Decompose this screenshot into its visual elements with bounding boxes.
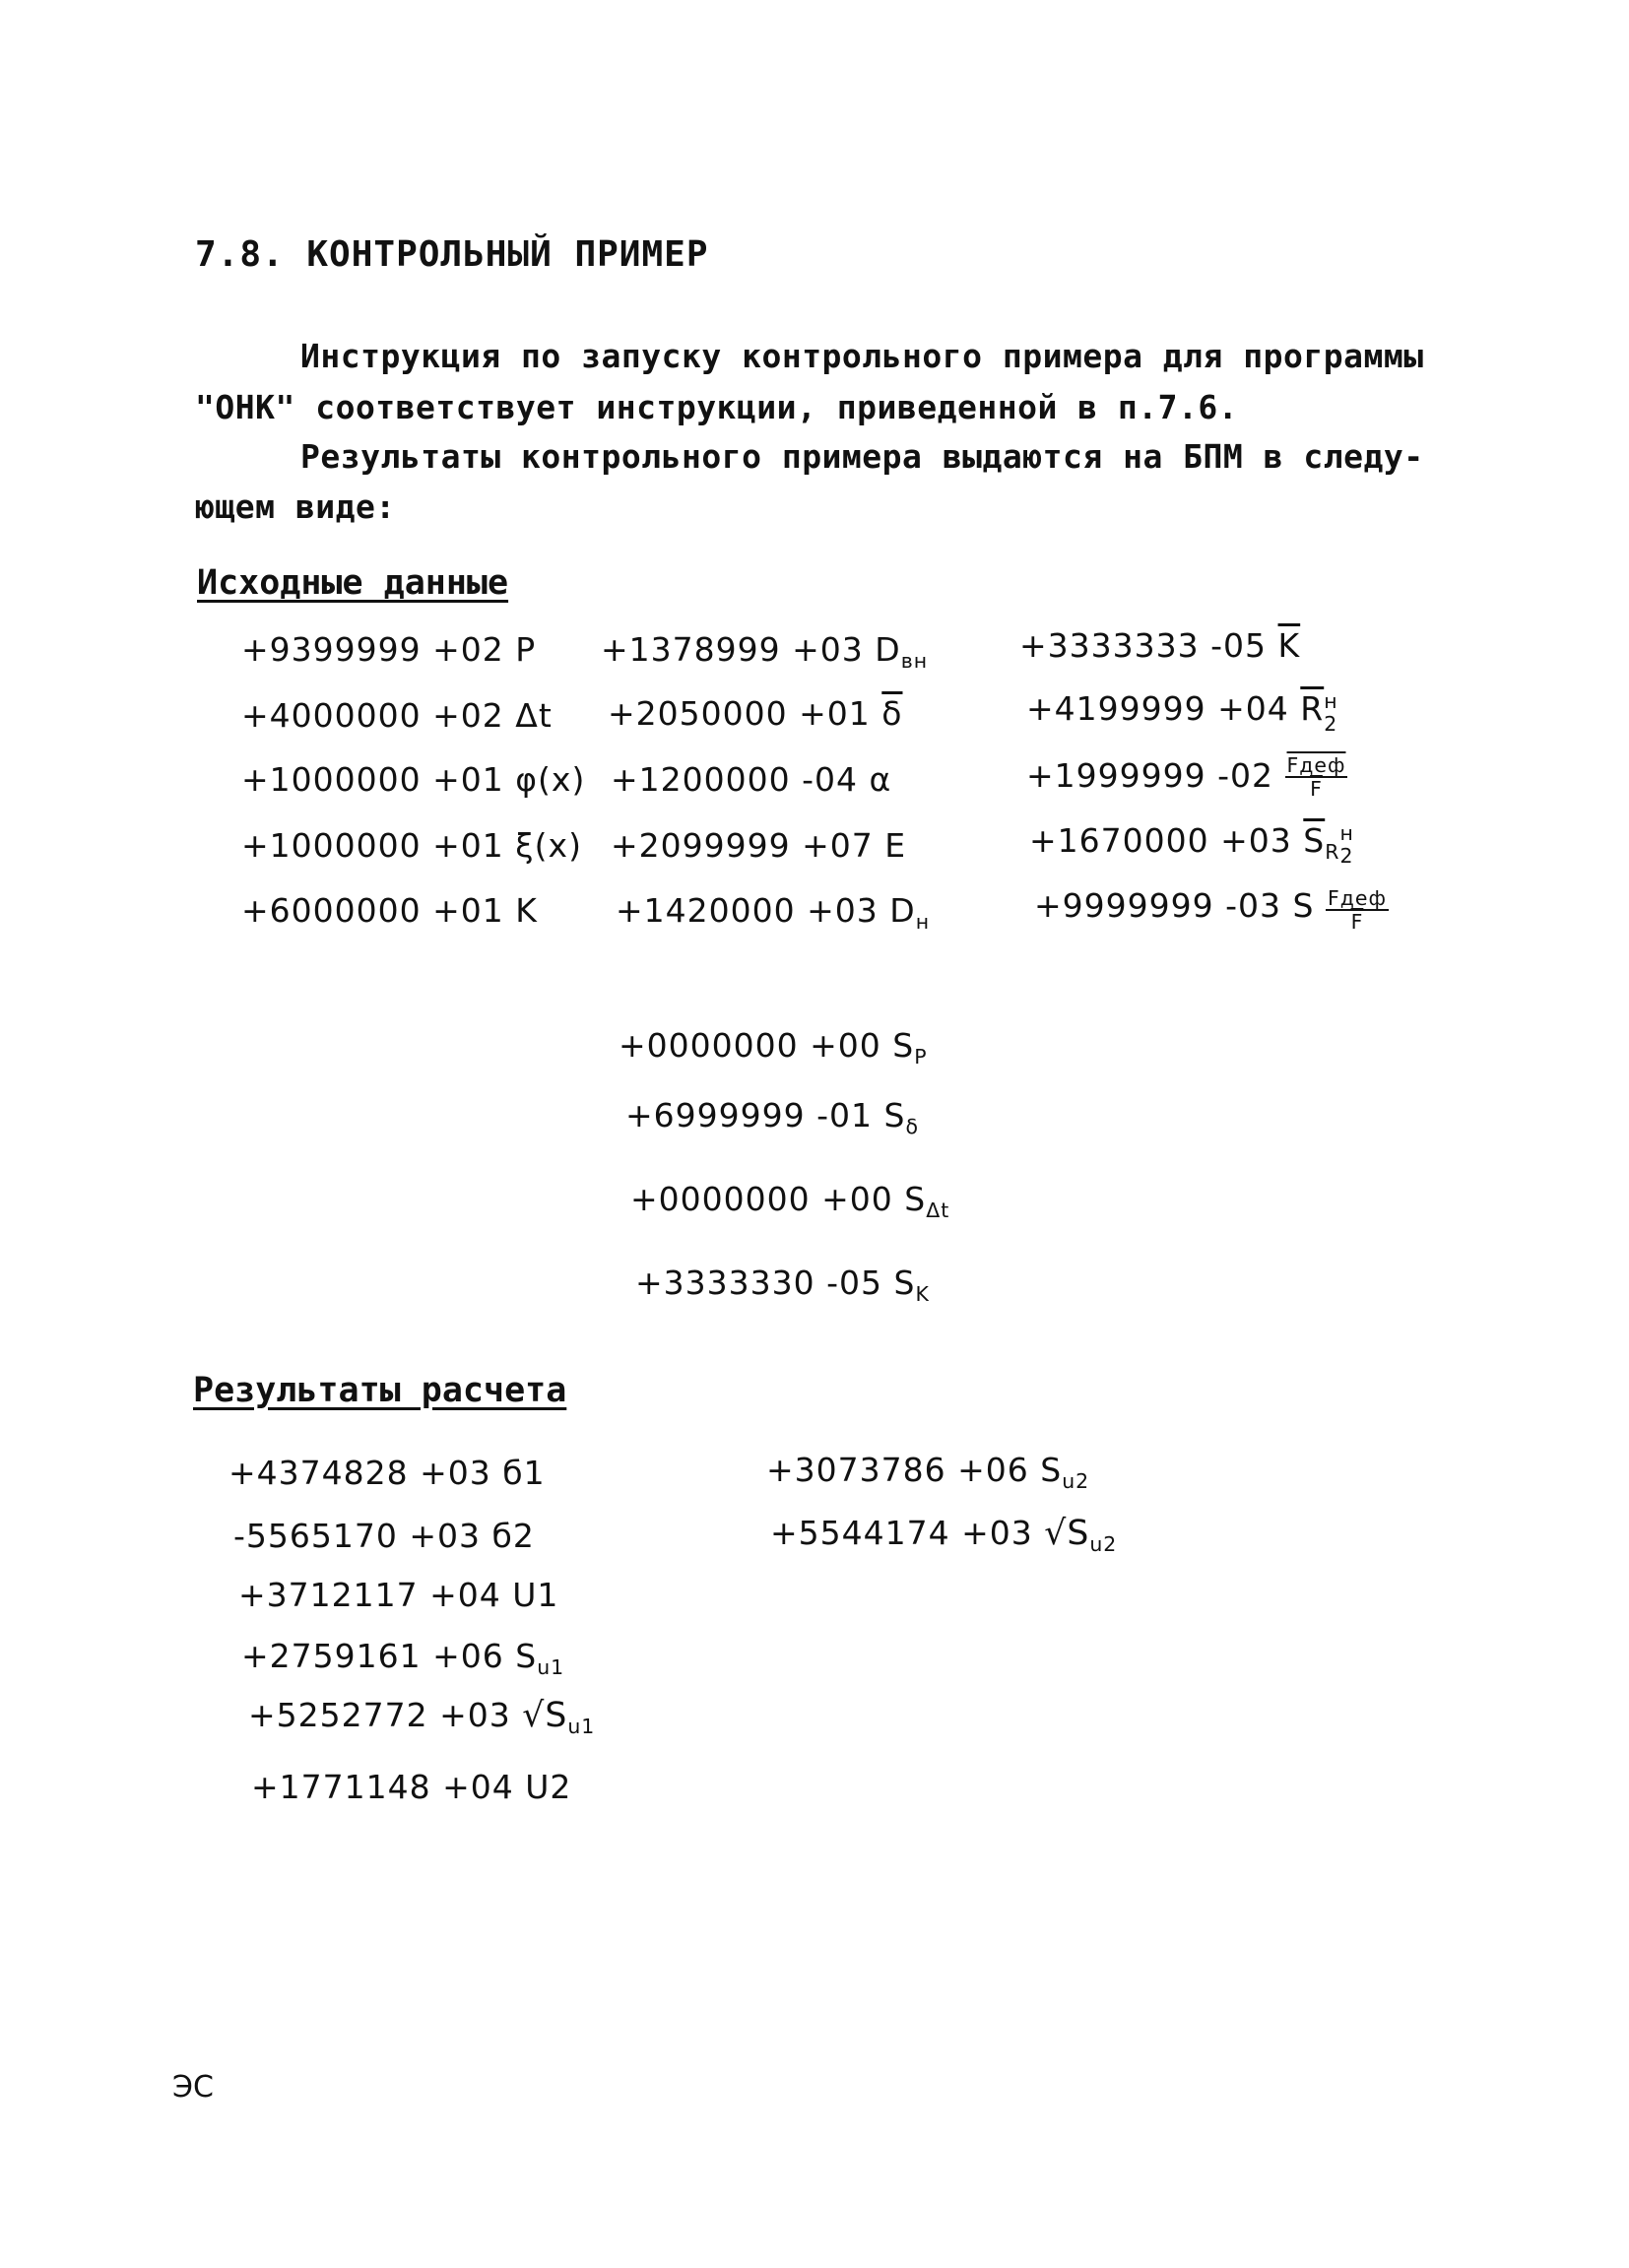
results-line-2: ющем виде: [195, 487, 396, 526]
deviation-row: +6999999 -01 $S_\delta$ [625, 1096, 919, 1139]
input-row: +1420000 +03 $D_н$ [616, 891, 931, 935]
section-title: 7.8. КОНТРОЛЬНЫЙ ПРИМЕР [195, 234, 709, 275]
result-row: +3073786 +06 $S_{u2}$ [766, 1451, 1090, 1494]
input-row: +1378999 +03 $D_{вн}$ [601, 630, 929, 674]
result-row: -5565170 +03 б2 [233, 1517, 535, 1555]
result-row: +3712117 +04 U1 [238, 1576, 559, 1614]
deviation-row: +3333330 -05 $S_K$ [635, 1264, 930, 1307]
instruction-line-2: "ОНК" соответствует инструкции, приведенной в п.7.6. [195, 388, 1239, 426]
input-row: +2050000 +01 $\overline{\delta}$ [608, 694, 903, 733]
deviation-row: +0000000 +00 $S_{\Delta t}$ [630, 1180, 950, 1223]
input-row: +6000000 +01 K [241, 891, 538, 930]
results-line-1: Результаты контрольного примера выдаются на БПМ в следу- [300, 437, 1424, 476]
result-row: +5544174 +03 $√S_{u2}$ [770, 1514, 1118, 1557]
page-number: ЭС [172, 2070, 214, 2105]
deviation-row: +0000000 +00 $S_P$ [619, 1026, 928, 1069]
input-data-heading: Исходные данные [197, 563, 509, 603]
input-row: +1999999 -02 $\frac{\text{Fдеф}}{F}$ [1026, 753, 1346, 802]
result-row: +5252772 +03 $√S_{u1}$ [248, 1696, 596, 1739]
result-row: +2759161 +06 $S_{u1}$ [241, 1637, 565, 1680]
result-row: +1771148 +04 U2 [251, 1768, 572, 1806]
instruction-line-1: Инструкция по запуску контрольного примера для программы [300, 337, 1424, 375]
input-row: +2099999 +07 E [611, 826, 907, 865]
input-row: +9999999 -03 S $\frac{\text{Fдеф}}{F}$ [1034, 885, 1387, 935]
input-row: +1000000 +01 ξ(x) [241, 826, 582, 865]
input-row: +1200000 -04 α [611, 760, 892, 799]
input-row: +1000000 +01 φ(x) [241, 760, 586, 799]
results-heading: Результаты расчета [193, 1371, 567, 1410]
input-row: +4000000 +02 Δt [241, 696, 553, 735]
input-row: +9399999 +02 P [241, 630, 537, 669]
result-row: +4374828 +03 б1 [228, 1454, 546, 1492]
input-row: +3333333 -05 $\overline{K}$ [1019, 626, 1301, 665]
input-row: +4199999 +04 $\overline{R}$ н 2 [1026, 689, 1338, 736]
input-row: +1670000 +03 $\overline{S}_R$ н 2 [1029, 821, 1354, 868]
